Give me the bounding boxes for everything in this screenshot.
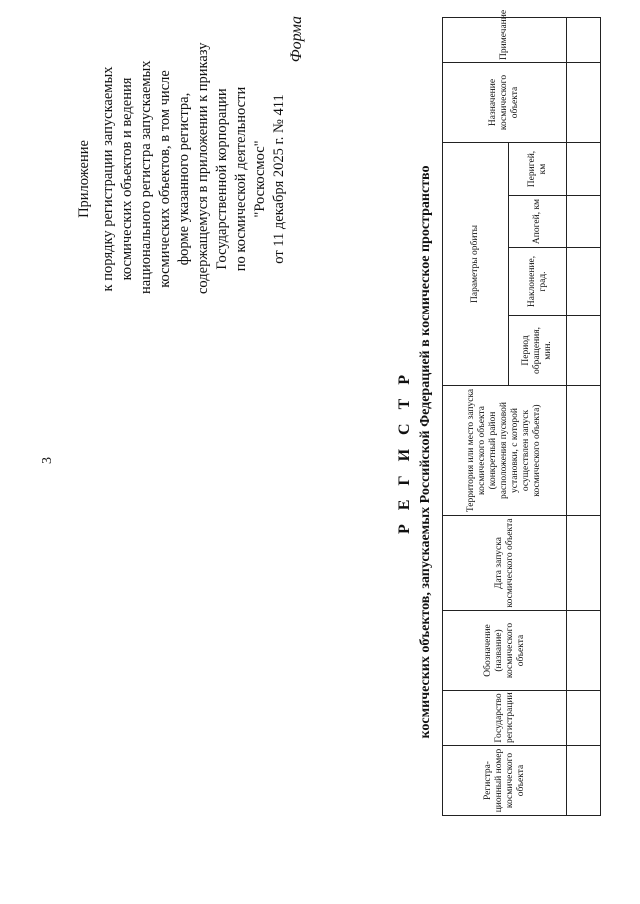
appendix-line: к порядку регистрации запускаемых [100,66,116,292]
header-state: Государство регистрации [443,691,567,746]
header-launch-date: Дата запуска космического объекта [443,516,567,611]
header-territory: Территория или место запуска космического объекта (конкретный район расположения пусковой установки, с которой осуществлен запуск космического объекта) [443,386,567,516]
table-cell [567,196,601,248]
appendix-line: форме указанного регистра, [176,92,192,266]
table-cell [567,746,601,816]
table-cell [567,143,601,196]
header-reg-number: Регистра-ционный номер космического объекта [443,746,567,816]
header-inclination: Наклонение, град. [509,248,567,316]
appendix-line: космических объектов и ведения [119,77,135,281]
table-cell [567,611,601,691]
appendix-line: национального регистра запускаемых [138,60,154,294]
appendix-block [75,42,289,294]
table-cell [567,516,601,611]
table-cell [567,316,601,386]
header-orbit-params: Параметры орбиты [443,143,509,386]
table-cell [567,18,601,63]
header-apogee: Апогей, км [509,196,567,248]
form-label: Форма [288,16,305,63]
header-purpose: Назначение космического объекта [443,63,567,143]
header-perigee: Перигей, км [509,143,567,196]
appendix-line: по космической деятельности [233,86,249,272]
header-period: Период обращения, мин. [509,316,567,386]
register-subheading: космических объектов, запускаемых Российской Федерацией в космическое пространство [418,165,433,739]
header-row [443,18,509,816]
page-number: 3 [40,457,55,464]
appendix-line: Государственной корпорации [214,88,230,270]
register-table [442,9,601,816]
table-cell [567,248,601,316]
appendix-line: от 11 декабря 2025 г. № 411 [271,94,287,264]
appendix-line: содержащемуся в приложении к приказу [195,42,211,294]
appendix-title: Приложение [76,140,92,218]
table-row [567,18,601,816]
register-heading: Р Е Г И С Т Р [396,369,413,535]
header-designation: Обозначение (название) космического объекта [443,611,567,691]
table-cell [567,63,601,143]
header-note: Примечание [443,18,567,63]
appendix-line: "Роскосмос" [252,140,268,218]
table-cell [567,691,601,746]
table-cell [567,386,601,516]
appendix-line: космических объектов, в том числе [157,70,173,288]
